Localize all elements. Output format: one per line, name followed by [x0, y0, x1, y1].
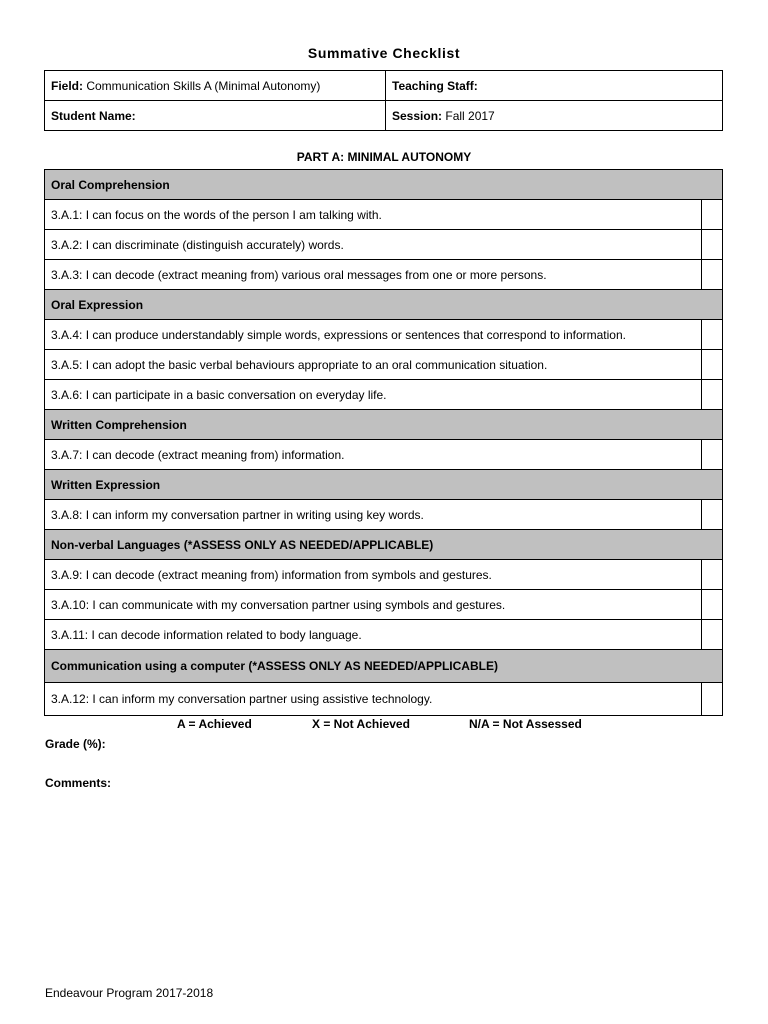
- criterion-text: 3.A.7: I can decode (extract meaning from) information.: [45, 440, 702, 470]
- legend-not-assessed: N/A = Not Assessed: [469, 717, 582, 731]
- checklist-row: [45, 320, 723, 350]
- section-heading: Oral Comprehension: [45, 170, 723, 200]
- assessment-box[interactable]: [702, 350, 723, 380]
- assessment-box[interactable]: [702, 260, 723, 290]
- criterion-text: 3.A.5: I can adopt the basic verbal behaviours appropriate to an oral communication situation.: [45, 350, 702, 380]
- assessment-box[interactable]: [702, 590, 723, 620]
- criterion-text: 3.A.3: I can decode (extract meaning from) various oral messages from one or more persons.: [45, 260, 702, 290]
- checklist-row: [45, 230, 723, 260]
- criterion-text: 3.A.2: I can discriminate (distinguish accurately) words.: [45, 230, 702, 260]
- legend: [0, 717, 768, 733]
- assessment-box[interactable]: [702, 500, 723, 530]
- assessment-box[interactable]: [702, 560, 723, 590]
- assessment-box[interactable]: [702, 200, 723, 230]
- section-header-oral-expression: [45, 290, 723, 320]
- criterion-text: 3.A.8: I can inform my conversation partner in writing using key words.: [45, 500, 702, 530]
- checklist-table: [44, 169, 723, 716]
- assessment-box[interactable]: [702, 230, 723, 260]
- session-label: Session:: [392, 108, 443, 123]
- teaching-staff-cell: [386, 71, 723, 101]
- section-heading: Oral Expression: [45, 290, 723, 320]
- checklist-row: [45, 683, 723, 716]
- criterion-text: 3.A.9: I can decode (extract meaning from) information from symbols and gestures.: [45, 560, 702, 590]
- assessment-box[interactable]: [702, 380, 723, 410]
- checklist-row: [45, 590, 723, 620]
- assessment-box[interactable]: [702, 620, 723, 650]
- criterion-text: 3.A.10: I can communicate with my conversation partner using symbols and gestures.: [45, 590, 702, 620]
- field-value: Communication Skills A (Minimal Autonomy): [86, 78, 321, 93]
- legend-achieved: A = Achieved: [177, 717, 252, 731]
- criterion-text: 3.A.12: I can inform my conversation partner using assistive technology.: [45, 683, 702, 716]
- session-cell: [386, 101, 723, 131]
- section-header-written-comprehension: [45, 410, 723, 440]
- checklist-row: [45, 260, 723, 290]
- criterion-text: 3.A.4: I can produce understandably simple words, expressions or sentences that correspond to information.: [45, 320, 702, 350]
- section-header-oral-comprehension: [45, 170, 723, 200]
- checklist-row: [45, 350, 723, 380]
- document-title: Summative Checklist: [307, 45, 461, 61]
- section-header-non-verbal-languages: [45, 530, 723, 560]
- checklist-row: [45, 620, 723, 650]
- teaching-staff-label: Teaching Staff:: [392, 78, 478, 93]
- field-label: Field:: [51, 78, 83, 93]
- checklist-row: [45, 500, 723, 530]
- section-heading: Communication using a computer (*ASSESS ONLY AS NEEDED/APPLICABLE): [45, 650, 723, 683]
- assessment-box[interactable]: [702, 683, 723, 716]
- checklist-row: [45, 560, 723, 590]
- comments-label: Comments:: [45, 776, 112, 790]
- section-heading: Written Expression: [45, 470, 723, 500]
- assessment-box[interactable]: [702, 320, 723, 350]
- student-name-cell: [45, 101, 386, 131]
- checklist-row: [45, 440, 723, 470]
- field-cell: [45, 71, 386, 101]
- legend-not-achieved: X = Not Achieved: [312, 717, 410, 731]
- criterion-text: 3.A.11: I can decode information related to body language.: [45, 620, 702, 650]
- info-table: [44, 70, 723, 131]
- assessment-box[interactable]: [702, 440, 723, 470]
- session-value: Fall 2017: [445, 108, 495, 123]
- criterion-text: 3.A.6: I can participate in a basic conversation on everyday life.: [45, 380, 702, 410]
- section-heading: Non-verbal Languages (*ASSESS ONLY AS NEEDED/APPLICABLE): [45, 530, 723, 560]
- section-heading: Written Comprehension: [45, 410, 723, 440]
- checklist-row: [45, 200, 723, 230]
- checklist-row: [45, 380, 723, 410]
- grade-label: Grade (%):: [45, 737, 106, 751]
- criterion-text: 3.A.1: I can focus on the words of the person I am talking with.: [45, 200, 702, 230]
- student-name-label: Student Name:: [51, 108, 136, 123]
- section-header-written-expression: [45, 470, 723, 500]
- part-title: PART A: MINIMAL AUTONOMY: [296, 150, 472, 164]
- section-header-communication-computer: [45, 650, 723, 683]
- footer-text: Endeavour Program 2017-2018: [45, 986, 214, 1000]
